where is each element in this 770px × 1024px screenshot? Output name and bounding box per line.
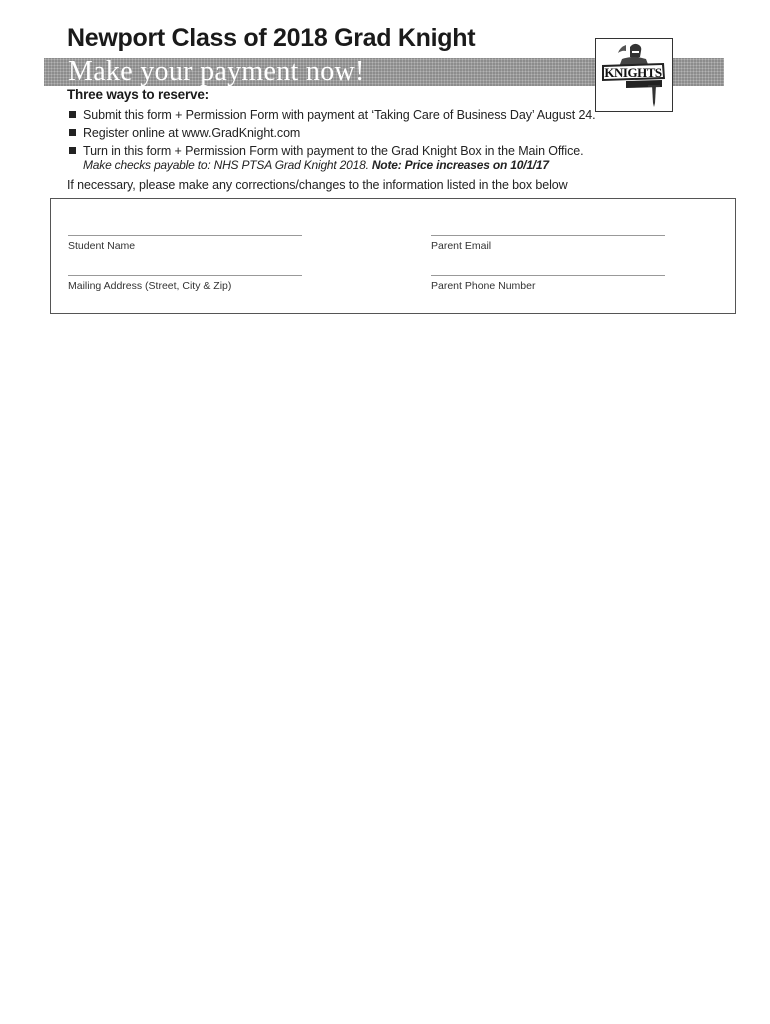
checks-payable-text: Make checks payable to: NHS PTSA Grad Knight 2018. xyxy=(83,158,372,172)
student-name-field[interactable] xyxy=(68,235,302,252)
mailing-address-field[interactable] xyxy=(68,275,302,292)
parent-email-line[interactable] xyxy=(431,235,665,236)
square-bullet-icon xyxy=(69,129,76,136)
parent-email-label: Parent Email xyxy=(431,240,492,252)
option-turn-in-form: Turn in this form + Permission Form with payment to the Grad Knight Box in the Main Office. xyxy=(83,144,584,158)
student-info-box xyxy=(50,198,736,314)
option-register-online: Register online at www.GradKnight.com xyxy=(83,126,301,140)
parent-email-field[interactable] xyxy=(431,235,665,252)
parent-phone-label: Parent Phone Number xyxy=(431,280,536,292)
mailing-address-label: Mailing Address (Street, City & Zip) xyxy=(68,280,232,292)
list-item xyxy=(67,106,596,124)
option-submit-form: Submit this form + Permission Form with payment at ‘Taking Care of Business Day’ August 24. xyxy=(83,108,596,122)
checks-payable-note xyxy=(83,158,549,172)
parent-phone-line[interactable] xyxy=(431,275,665,276)
knights-logo xyxy=(595,38,673,112)
list-item xyxy=(67,124,596,142)
square-bullet-icon xyxy=(69,147,76,154)
student-name-line[interactable] xyxy=(68,235,302,236)
student-name-label: Student Name xyxy=(68,240,136,252)
parent-phone-field[interactable] xyxy=(431,275,665,292)
page-title: Newport Class of 2018 Grad Knight xyxy=(67,24,476,52)
square-bullet-icon xyxy=(69,111,76,118)
knights-logo-icon xyxy=(596,39,672,111)
reserve-heading: Three ways to reserve: xyxy=(67,87,209,102)
reserve-options-list xyxy=(67,106,596,160)
corrections-instruction: If necessary, please make any corrections/changes to the information listed in the box below xyxy=(67,178,568,192)
price-increase-note: Note: Price increases on 10/1/17 xyxy=(371,158,549,172)
banner-text: Make your payment now! xyxy=(68,56,365,87)
mailing-address-line[interactable] xyxy=(68,275,302,276)
svg-text:KNIGHTS: KNIGHTS xyxy=(604,65,662,80)
